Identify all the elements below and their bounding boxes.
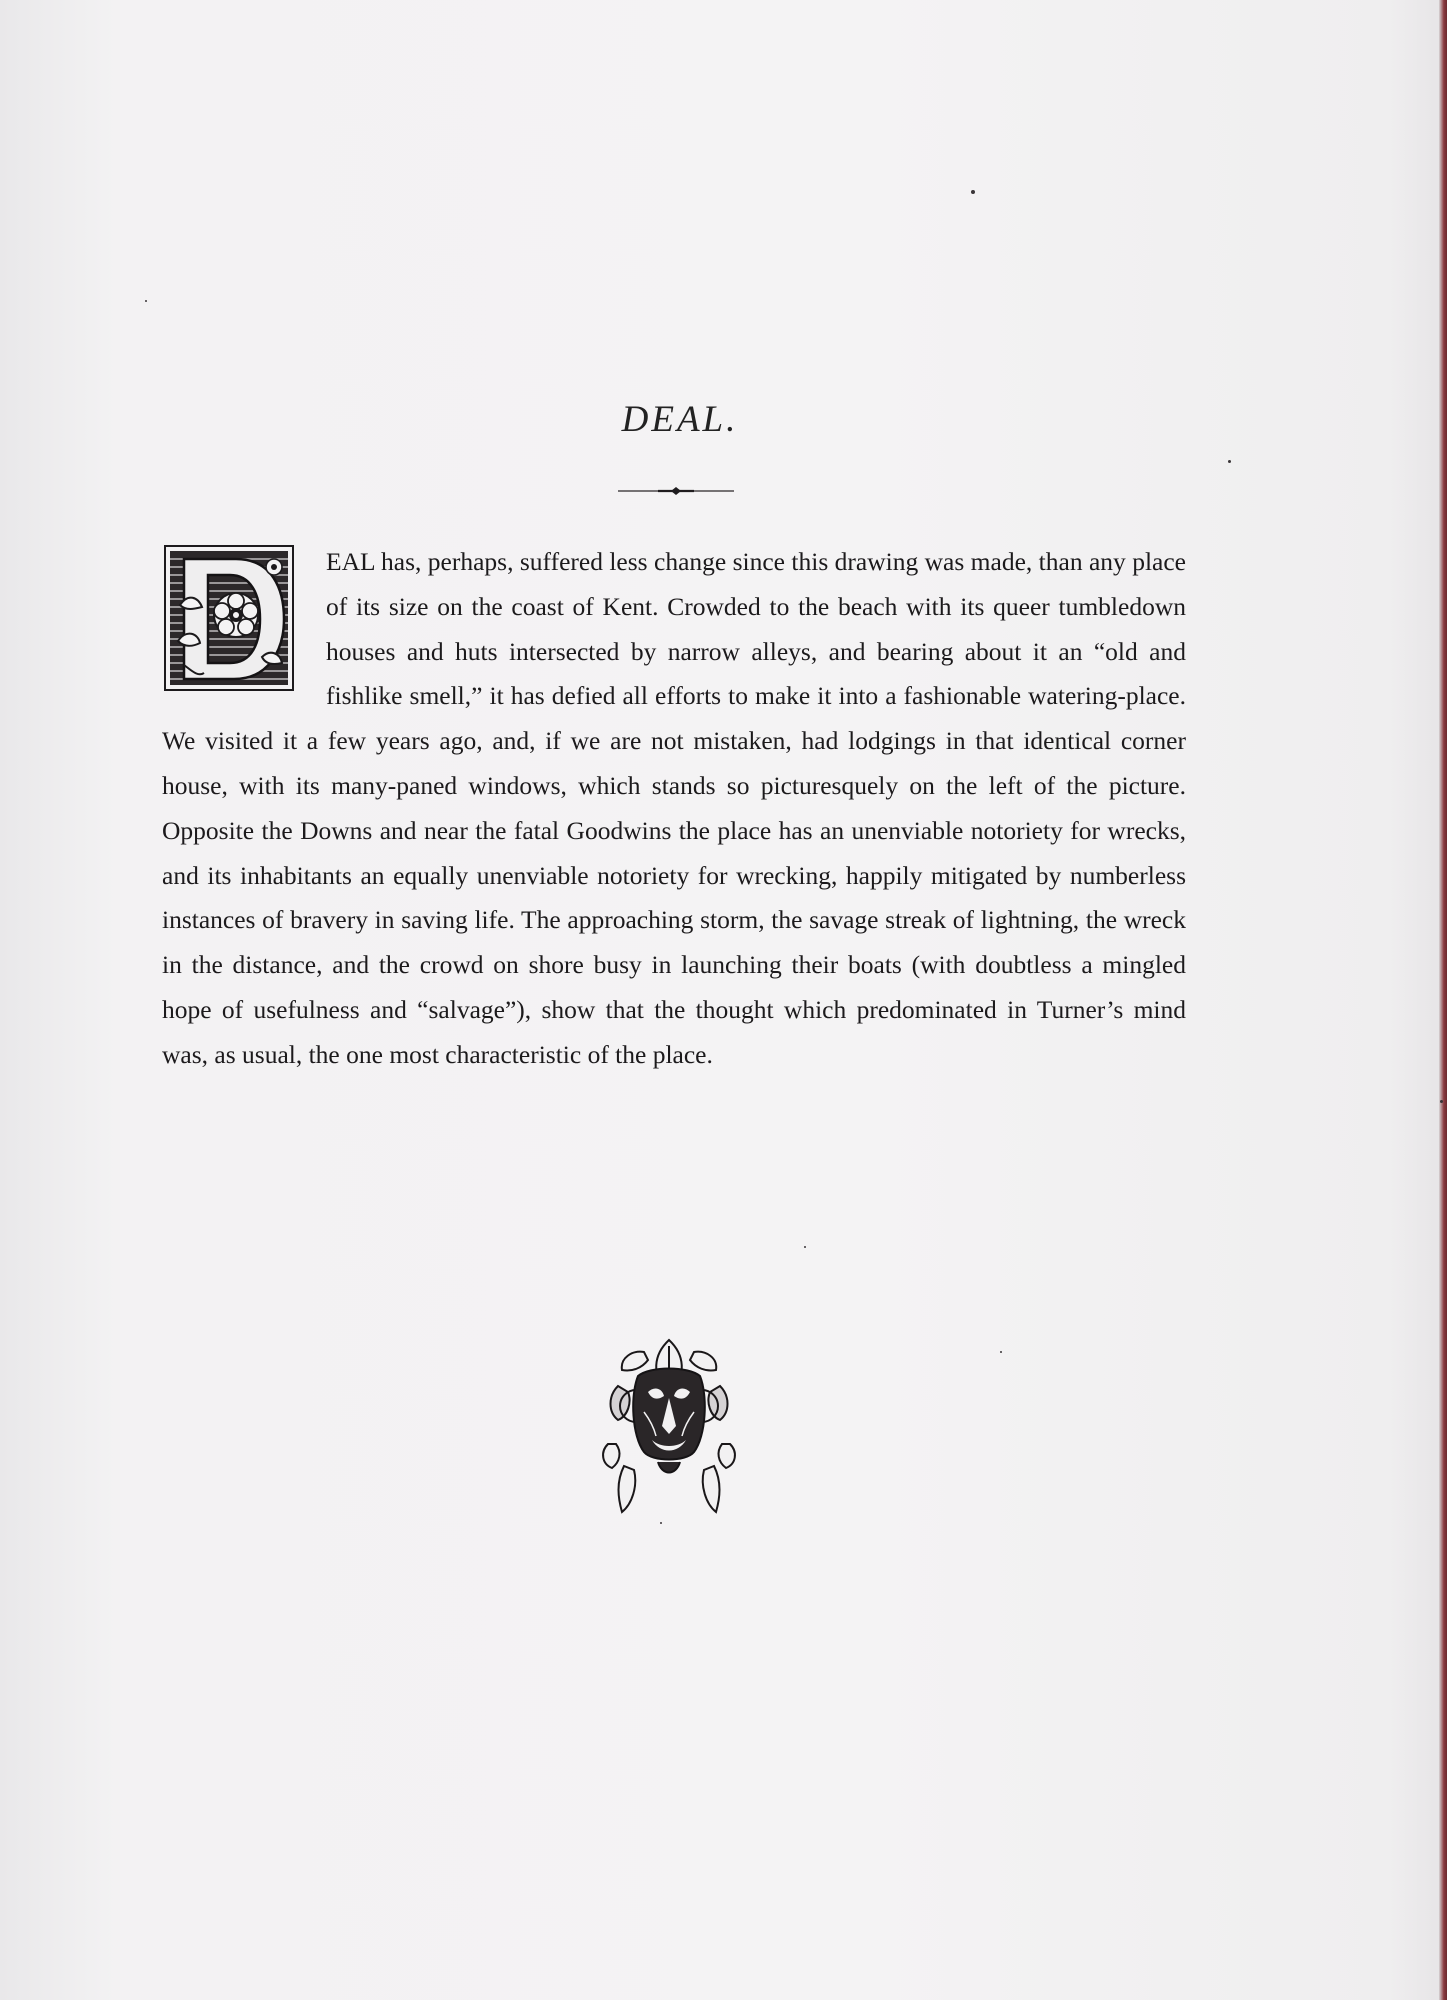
paper-speck <box>1000 1351 1002 1353</box>
page-edge <box>1439 0 1447 2000</box>
paper-speck <box>660 1522 662 1524</box>
drop-cap-spacer <box>162 540 326 712</box>
body-paragraph: EAL has, perhaps, suffered less change since this drawing was made, than any place of its size on the coast of Kent. Crowded to the beach with its queer tumbledown houses and huts intersected by narrow alleys, and bearing about it an “old and fishlike smell,” it has defied all efforts to make it into a fashionable watering-place. We visited it a few years ago, and, if we are not mistaken, had lodgings in that identical corner house, with its many-paned windows, which stands so picturesquely on the left of the picture. Opposite the Downs and near the fatal Goodwins the place has an unenviable notoriety for wrecks, and its inhabitants an equally unenviable notoriety for wrecking, happily mitigated by numberless instances of bravery in saving life. The approaching storm, the savage streak of lightning, the wreck in the distance, and the crowd on shore busy in launching their boats (with doubtless a mingled hope of usefulness and “salvage”), show that the thought which predominated in Turner’s mind was, as usual, the one most characteristic of the place. <box>162 547 1186 1069</box>
paper-speck <box>804 1246 806 1248</box>
paper-speck <box>145 300 147 302</box>
paper-speck <box>1440 1100 1443 1103</box>
paper-speck <box>971 190 975 194</box>
article-body <box>162 540 1186 1078</box>
foliate-mask-ornament-icon <box>598 1336 740 1514</box>
paper-speck <box>1228 460 1231 463</box>
horizontal-rule-with-diamond-icon <box>618 486 734 496</box>
page-title: DEAL. <box>621 399 739 440</box>
